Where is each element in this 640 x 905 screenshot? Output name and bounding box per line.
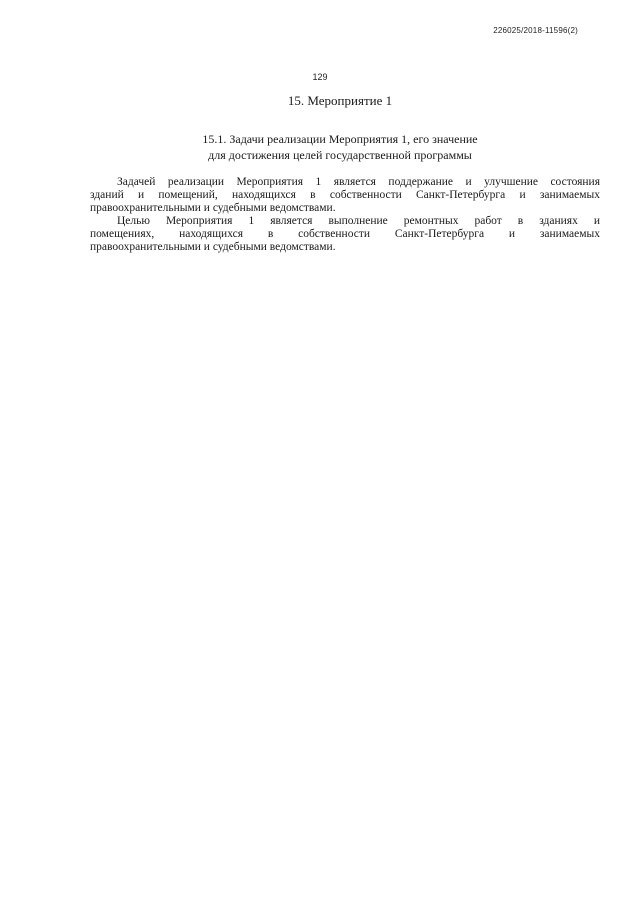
paragraph-line: правоохранительными и судебными ведомствами. [90,241,336,253]
section-title: 15. Мероприятие 1 [287,93,393,108]
paragraph-goal [90,215,600,254]
paragraph-tasks [90,176,600,215]
paragraph-line: помещениях, находящихся в собственности Санкт-Петербурга и занимаемых [90,228,600,240]
subsection-title [0,131,640,163]
paragraph-line: Задачей реализации Мероприятия 1 является поддержание и улучшение состояния [117,176,600,188]
document-id: 226025/2018-11596(2) [493,26,578,35]
paragraph-line: Целью Мероприятия 1 является выполнение ремонтных работ в зданиях и [117,215,600,227]
body-text [90,176,600,254]
page-number: 129 [312,72,328,82]
subsection-title-line-2: для достижения целей государственной программы [208,148,472,162]
paragraph-line: зданий и помещений, находящихся в собственности Санкт-Петербурга и занимаемых [90,189,600,201]
paragraph-line: правоохранительными и судебными ведомствами. [90,202,336,214]
subsection-title-line-1: 15.1. Задачи реализации Мероприятия 1, его значение [202,132,478,146]
